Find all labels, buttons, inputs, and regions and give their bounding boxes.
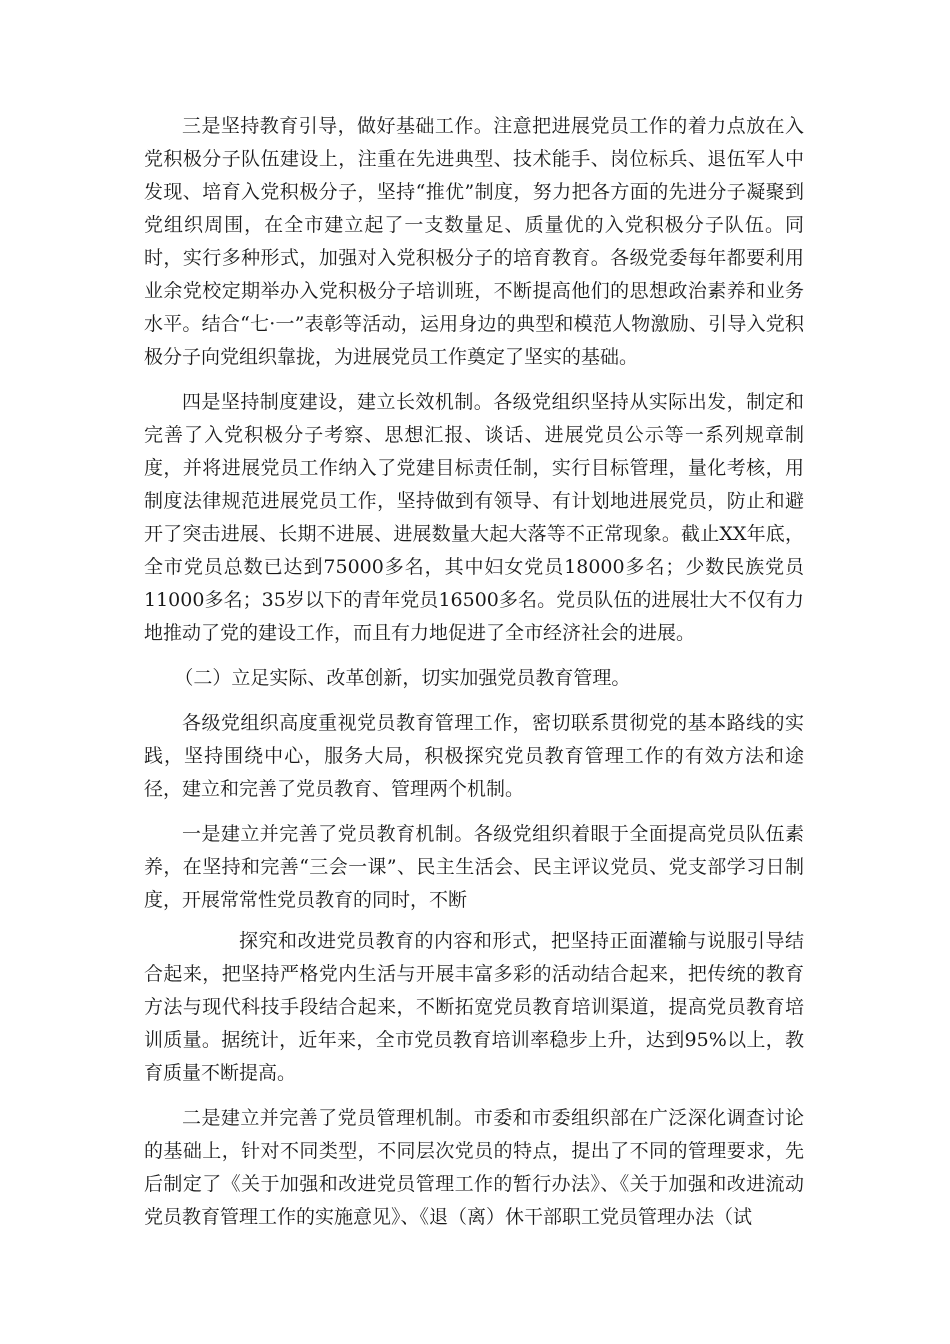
paragraph-education-guidance: 三是坚持教育引导，做好基础工作。注意把进展党员工作的着力点放在入党积极分子队伍建设上，注重在先进典型、技术能手、岗位标兵、退伍军人中发现、培育入党积极分子，坚持“推优”制度，努力把各方面的先进分子凝聚到党组织周围，在全市建立起了一支数量足、质量优的入党积极分子队伍。同时，实行多种形式，加强对入党积极分子的培育教育。各级党委每年都要利用业余党校定期举办入党积极分子培训班，不断提高他们的思想政治素养和业务水平。结合“七·一”表彰等活动，运用身边的典型和模范人物激励、引导入党积极分子向党组织靠拢，为进展党员工作奠定了坚实的基础。 [144, 115, 804, 368]
paragraph-institution-building: 四是坚持制度建设，建立长效机制。各级党组织坚持从实际出发，制定和完善了入党积极分子考察、思想汇报、谈话、进展党员公示等一系列规章制度，并将进展党员工作纳入了党建目标责任制，实行目标管理，量化考核，用制度法律规范进展党员工作，坚持做到有领导、有计划地进展党员，防止和避开了突击进展、长期不进展、进展数量大起大落等不正常现象。截止XX年底，全市党员总数已达到75000多名，其中妇女党员18000多名；少数民族党员11000多名；35岁以下的青年党员16500多名。党员队伍的进展壮大不仅有力地推动了党的建设工作，而且有力地促进了全市经济社会的进展。 [144, 391, 804, 644]
section-heading-education-management: （二）立足实际、改革创新，切实加强党员教育管理。 [174, 667, 631, 689]
paragraph-education-management-intro: 各级党组织高度重视党员教育管理工作，密切联系贯彻党的基本路线的实践，坚持围绕中心，服务大局，积极探究党员教育管理工作的有效方法和途径，建立和完善了党员教育、管理两个机制。 [144, 712, 804, 800]
paragraph-education-mechanism-continued: 探究和改进党员教育的内容和形式，把坚持正面灌输与说服引导结合起来，把坚持严格党内生活与开展丰富多彩的活动结合起来，把传统的教育方法与现代科技手段结合起来，不断拓宽党员教育培训渠道，提高党员教育培训质量。据统计，近年来，全市党员教育培训率稳步上升，达到95%以上，教育质量不断提高。 [144, 930, 804, 1084]
document-body [144, 110, 804, 1246]
paragraph-education-mechanism: 一是建立并完善了党员教育机制。各级党组织着眼于全面提高党员队伍素养，在坚持和完善“三会一课”、民主生活会、民主评议党员、党支部学习日制度，开展常常性党员教育的同时，不断 [144, 823, 804, 911]
paragraph-management-mechanism: 二是建立并完善了党员管理机制。市委和市委组织部在广泛深化调查讨论的基础上，针对不同类型，不同层次党员的特点，提出了不同的管理要求，先后制定了《关于加强和改进党员管理工作的暂行办法》、《关于加强和改进流动党员教育管理工作的实施意见》、《退（离）休干部职工党员管理办法（试 [144, 1107, 804, 1228]
